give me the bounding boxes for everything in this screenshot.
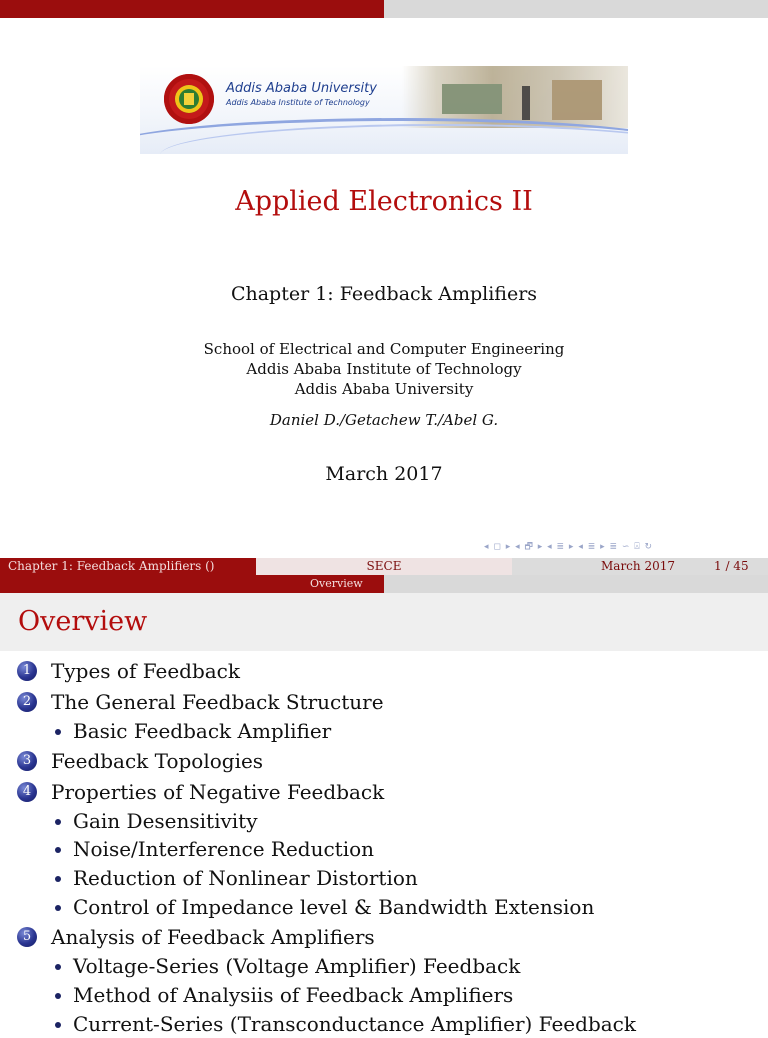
- toc-section-label: Types of Feedback: [51, 659, 241, 683]
- bullet-icon: [55, 819, 61, 825]
- section-number-ball-icon: 1: [17, 661, 37, 681]
- institution-line-1: School of Electrical and Computer Engineering: [203, 340, 565, 358]
- section-label[interactable]: Overview: [310, 577, 363, 590]
- frame-title: Overview: [18, 606, 148, 637]
- slide-footer: [0, 558, 768, 575]
- bullet-icon: [55, 905, 61, 911]
- toc-subsection-label: Basic Feedback Amplifier: [73, 719, 332, 743]
- section-number-ball-icon: 5: [17, 927, 37, 947]
- footer-chapter: Chapter 1: Feedback Amplifiers (): [0, 558, 256, 575]
- toc-subsection-label: Method of Analysiis of Feedback Amplifiers: [73, 983, 514, 1007]
- banner-university-name: Addis Ababa University: [226, 81, 377, 96]
- toc-subsection-label: Control of Impedance level & Bandwidth Extension: [73, 895, 595, 919]
- toc-section-label: The General Feedback Structure: [51, 690, 384, 714]
- section-number-ball-icon: 3: [17, 751, 37, 771]
- bullet-icon: [55, 1022, 61, 1028]
- banner-institute-name: Addis Ababa Institute of Technology: [226, 98, 370, 107]
- bullet-icon: [55, 964, 61, 970]
- toc-section-label: Feedback Topologies: [51, 749, 264, 773]
- footer-institute: SECE: [256, 558, 512, 575]
- bullet-icon: [55, 729, 61, 735]
- section-navigation-bar-empty: [384, 575, 768, 593]
- top-progress-bar-filled: [0, 0, 384, 18]
- toc-subsection-label: Gain Desensitivity: [73, 809, 258, 833]
- toc-subsection-label: Voltage-Series (Voltage Amplifier) Feedback: [73, 954, 521, 978]
- footer-date: March 2017: [601, 559, 675, 573]
- toc-subsection-label: Current-Series (Transconductance Amplifier) Feedback: [73, 1012, 636, 1036]
- section-number-ball-icon: 4: [17, 782, 37, 802]
- presentation-date: March 2017: [325, 463, 443, 485]
- bullet-icon: [55, 876, 61, 882]
- institution-line-3: Addis Ababa University: [294, 380, 474, 398]
- authors: Daniel D./Getachew T./Abel G.: [269, 411, 499, 429]
- bullet-icon: [55, 847, 61, 853]
- footer-right: [512, 558, 768, 575]
- section-navigation-bar: [0, 575, 384, 593]
- toc-subsection-label: Reduction of Nonlinear Distortion: [73, 866, 418, 890]
- toc-section-label: Properties of Negative Feedback: [51, 780, 385, 804]
- university-seal-icon: [164, 74, 214, 124]
- toc-section-label: Analysis of Feedback Amplifiers: [51, 925, 375, 949]
- toc-subsection-label: Noise/Interference Reduction: [73, 837, 375, 861]
- beamer-navigation-icons[interactable]: ◂ ◻ ▸ ◂ 🗗 ▸ ◂ ≣ ▸ ◂ ≣ ▸ ≣ ∽ ⍓ ↻: [484, 542, 654, 552]
- top-progress-bar-empty: [384, 0, 768, 18]
- section-number-ball-icon: 2: [17, 692, 37, 712]
- university-banner: [140, 66, 628, 154]
- slide-title: Applied Electronics II: [235, 186, 533, 217]
- slide-subtitle: Chapter 1: Feedback Amplifiers: [230, 283, 538, 305]
- bullet-icon: [55, 993, 61, 999]
- institution-line-2: Addis Ababa Institute of Technology: [246, 360, 522, 378]
- footer-page-number: 1 / 45: [714, 559, 749, 573]
